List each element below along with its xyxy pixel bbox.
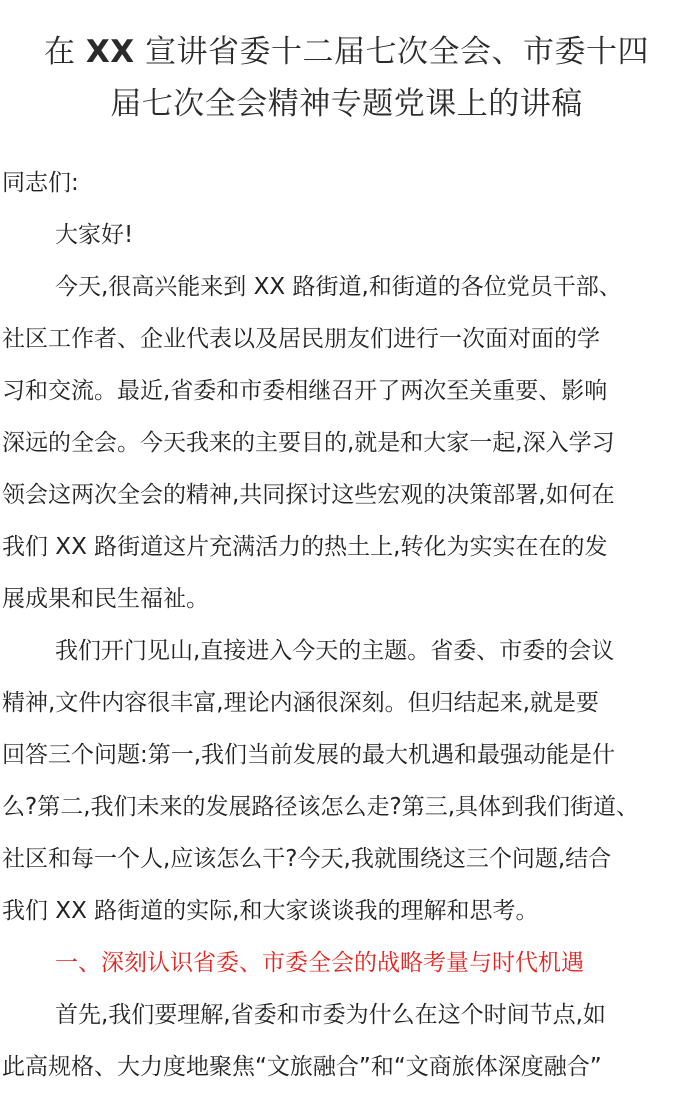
salutation: 同志们: [2,170,79,196]
title-placeholder-xx: XX [85,34,135,70]
paragraph-1-line-4: 深远的全会。今天我来的主要目的,就是和大家一起,深入学习 [2,430,615,456]
paragraph-3-line-1: 首先,我们要理解,省委和市委为什么在这个时间节点,如 [55,1002,606,1028]
paragraph-1-line-1: 今天,很高兴能来到 XX 路街道,和街道的各位党员干部、 [55,274,622,300]
document-title-line-1 [0,26,693,78]
paragraph-2-line-4: 么?第二,我们未来的发展路径该怎么走?第三,具体到我们街道、 [2,794,640,820]
paragraph-1-line-7: 展成果和民生福祉。 [2,586,209,612]
title-line-1-rest: 宣讲省委十二届七次全会、市委十四 [134,34,650,70]
section-heading-1: 一、深刻认识省委、市委全会的战略考量与时代机遇 [55,950,584,976]
paragraph-2-line-5: 社区和每一个人,应该怎么干?今天,我就围绕这三个问题,结合 [2,846,612,872]
paragraph-3-line-2: 此高规格、大力度地聚焦“文旅融合”和“文商旅体深度融合” [2,1054,602,1080]
paragraph-2-line-2: 精神,文件内容很丰富,理论内涵很深刻。但归结起来,就是要 [2,690,599,716]
paragraph-1-line-2: 社区工作者、企业代表以及居民朋友们进行一次面对面的学 [2,326,600,352]
paragraph-1-line-3: 习和交流。最近,省委和市委相继召开了两次至关重要、影响 [2,378,608,404]
paragraph-2-line-3: 回答三个问题:第一,我们当前发展的最大机遇和最强动能是什 [2,742,616,768]
paragraph-2-line-6: 我们 XX 路街道的实际,和大家谈谈我的理解和思考。 [2,898,539,924]
document-title-line-2: 届七次全会精神专题党课上的讲稿 [110,86,583,122]
greeting: 大家好! [55,222,134,248]
paragraph-1-line-5: 领会这两次全会的精神,共同探讨这些宏观的决策部署,如何在 [2,482,615,508]
title-prefix: 在 [43,34,86,70]
paragraph-1-line-6: 我们 XX 路街道这片充满活力的热土上,转化为实实在在的发 [2,534,608,560]
paragraph-2-line-1: 我们开门见山,直接进入今天的主题。省委、市委的会议 [55,638,615,664]
